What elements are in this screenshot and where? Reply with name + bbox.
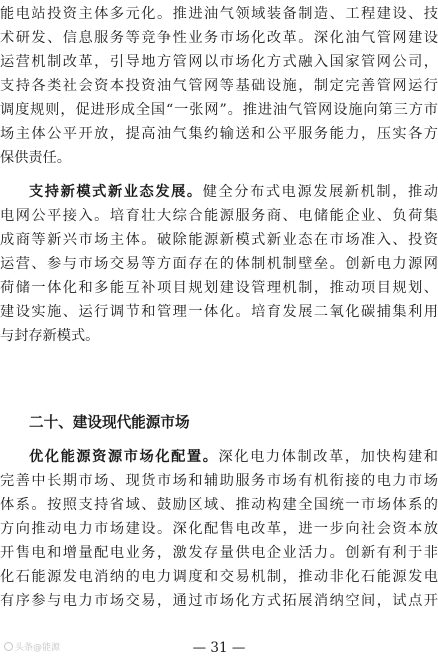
watermark-logo-icon — [4, 642, 13, 651]
body-line: 电网公平接入。培育壮大综合能源服务商、电储能企业、负荷集 — [0, 208, 438, 224]
body-line: 调度规则，促进形成全国“一张网”。推进油气管网设施向第三方市 — [0, 102, 438, 118]
body-line: 建设实施、运行调节和管理一体化。培育发展二氧化碳捕集利用 — [0, 304, 438, 320]
paragraph-lead: 支持新模式新业态发展。 — [29, 184, 203, 200]
body-line: 开售电和增量配电业务，激发存量供电企业活力。创新有利于非 — [0, 545, 438, 561]
body-line: 化石能源发电消纳的电力调度和交易机制，推动非化石能源发电 — [0, 569, 438, 585]
body-line: 运营、参与市场交易等方面存在的体制机制壁垒。创新电力源网 — [0, 256, 438, 272]
body-line: 场主体公平开放，提高油气集约输送和公平服务能力，压实各方 — [0, 126, 438, 142]
body-line: 支持各类社会资本投资油气管网等基础设施，制定完善管网运行 — [0, 78, 438, 94]
body-line: 运营机制改革，引导地方管网以市场化方式融入国家管网公司， — [0, 54, 438, 70]
body-line: 成商等新兴市场主体。破除能源新模式新业态在市场准入、投资 — [0, 232, 438, 248]
paragraph-first-line — [0, 180, 438, 204]
body-line: 方向推动电力市场建设。深化配售电改革，进一步向社会资本放 — [0, 521, 438, 537]
paragraph-lead: 优化能源资源市场化配置。 — [29, 449, 219, 465]
body-line: 与封存新模式。 — [0, 328, 100, 344]
section-heading: 二十、建设现代能源市场 — [29, 414, 190, 431]
watermark — [4, 642, 60, 654]
body-line: 荷储一体化和多能互补项目规划建设管理机制，推动项目规划、 — [0, 280, 438, 296]
body-line: 体系。按照支持省域、鼓励区域、推动构建全国统一市场体系的 — [0, 497, 438, 513]
page-number: — 31 — — [192, 640, 246, 656]
watermark-text: 头条@能源 — [15, 643, 61, 653]
paragraph-text: 健全分布式电源发展新机制，推动 — [202, 184, 438, 200]
body-line: 术研发、信息服务等竞争性业务市场化改革。深化油气管网建设 — [0, 30, 438, 46]
paragraph-first-line — [0, 445, 438, 469]
body-line: 完善中长期市场、现货市场和辅助服务市场有机衔接的电力市场 — [0, 473, 438, 489]
body-line: 能电站投资主体多元化。推进油气领域装备制造、工程建设、技 — [0, 6, 438, 22]
body-line: 有序参与电力市场交易，通过市场化方式拓展消纳空间，试点开 — [0, 593, 438, 609]
body-line: 保供责任。 — [0, 150, 71, 166]
paragraph-text: 深化电力体制改革，加快构建和 — [218, 449, 438, 465]
